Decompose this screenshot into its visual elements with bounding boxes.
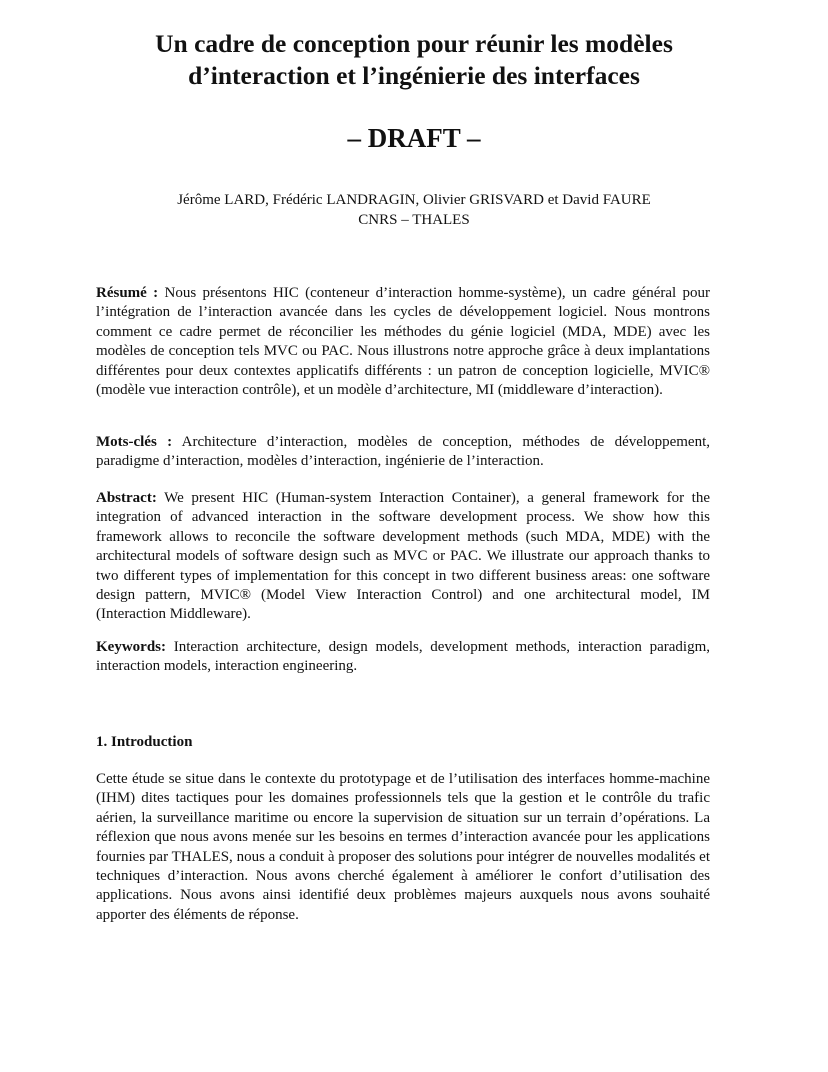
abstract-paragraph [96, 489, 710, 625]
resume-text: Nous présentons HIC (conteneur d’interaction homme-système), un cadre général pour l’intégration de l’interaction avancée dans les cycles de développement logiciel. Nous montrons comment ce cadre permet de réconcilier les méthodes du génie logiciel (MDA, MDE) avec les modèles de conception tels MVC ou PAC. Nous illustrons notre approche grâce à deux implantations différentes pour deux contextes applicatifs différents : un patron de conception logicielle, MVIC® (modèle vue interaction contrôle), et un modèle d’architecture, MI (middleware d’interaction). [96, 285, 710, 399]
keywords-text: Interaction architecture, design models, development methods, interaction paradigm, interaction models, interaction engineering. [96, 639, 710, 675]
resume-paragraph [96, 284, 710, 400]
author-affiliation: CNRS – THALES [358, 212, 470, 228]
authors-block [60, 190, 768, 230]
introduction-heading: 1. Introduction [96, 734, 193, 750]
keywords-paragraph [96, 638, 710, 677]
paper-title [60, 28, 768, 92]
resume-label: Résumé : [96, 285, 159, 301]
mots-cles-paragraph [96, 433, 710, 472]
mots-cles-text: Architecture d’interaction, modèles de conception, méthodes de développement, paradigme d’interaction, modèles d’interaction, ingénierie de l’interaction. [96, 434, 710, 470]
draft-label: – DRAFT – [347, 123, 481, 153]
keywords-label: Keywords: [96, 639, 166, 655]
author-names: Jérôme LARD, Frédéric LANDRAGIN, Olivier GRISVARD et David FAURE [177, 192, 651, 208]
mots-cles-label: Mots-clés : [96, 434, 173, 450]
abstract-text: We present HIC (Human-system Interaction Container), a general framework for the integration of advanced interaction in the software development process. We show how this framework allows to reconcile the software development methods (such MDA, MDE) with the architectural models of software design such as MVC or PAC. We illustrate our approach thanks to two different types of implementation for this concept in two different business areas: one software design pattern, MVIC® (Model View Interaction Control) and one architectural model, IM (Interaction Middleware). [96, 490, 710, 623]
introduction-paragraph: Cette étude se situe dans le contexte du prototypage et de l’utilisation des interfaces homme-machine (IHM) dites tactiques pour les domaines professionnels tels que la gestion et le contrôle du trafic aérien, la surveillance maritime ou encore la supervision de situation sur un terrain d’opérations. La réflexion que nous avons menée sur les besoins en termes d’interaction avancée pour les applications fournies par THALES, nous a conduit à proposer des solutions pour intégrer de nouvelles modalités et techniques d’interaction. Nous avons cherché également à améliorer le confort d’utilisation des applications. Nous avons ainsi identifié deux problèmes majeurs auxquels nous avons souhaité apporter des éléments de réponse. [96, 771, 710, 923]
paper-title-line-1: Un cadre de conception pour réunir les modèles [155, 29, 673, 58]
abstract-label: Abstract: [96, 490, 157, 506]
paper-title-line-2: d’interaction et l’ingénierie des interfaces [188, 61, 640, 90]
